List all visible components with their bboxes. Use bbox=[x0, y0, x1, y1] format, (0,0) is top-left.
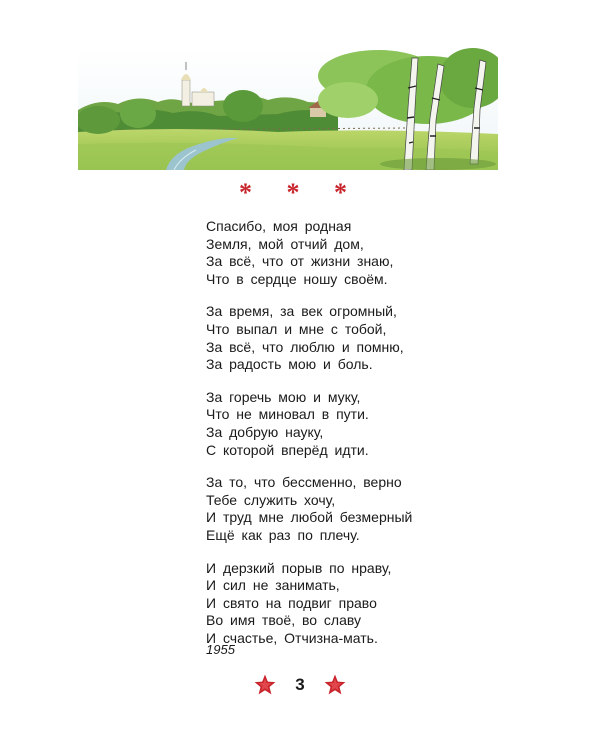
poem-line: С которой вперёд идти. bbox=[206, 441, 369, 458]
stanza bbox=[206, 560, 506, 648]
poem-year: 1955 bbox=[206, 642, 235, 657]
red-star-icon bbox=[253, 673, 277, 697]
poem-line: Спасибо, моя родная bbox=[206, 218, 352, 234]
poem-line: И труд мне любой безмерный bbox=[206, 509, 413, 526]
poem bbox=[206, 218, 506, 662]
poem-line: И сил не занимать, bbox=[206, 577, 340, 594]
poem-line: За горечь мою и муку, bbox=[206, 388, 361, 405]
poem-line: За радость мою и боль. bbox=[206, 356, 373, 373]
stanza bbox=[206, 389, 506, 459]
poem-line: И счастье, Отчизна-мать. bbox=[206, 629, 378, 646]
poem-line: Во имя твоё, во славу bbox=[206, 612, 362, 629]
stanza bbox=[206, 474, 506, 544]
poem-line: За всё, что люблю и помню, bbox=[206, 338, 404, 355]
poem-line: Что в сердце ношу своём. bbox=[206, 270, 388, 287]
poem-line: За время, за век огромный, bbox=[206, 303, 397, 320]
poem-line: Что выпал и мне с тобой, bbox=[206, 320, 387, 337]
poem-line: И свято на подвиг право bbox=[206, 594, 377, 611]
poem-line: Тебе служить хочу, bbox=[206, 491, 336, 508]
landscape-illustration bbox=[78, 48, 498, 170]
page-footer bbox=[0, 672, 600, 698]
poem-line: Земля, мой отчий дом, bbox=[206, 235, 364, 252]
stanza bbox=[206, 218, 506, 288]
poem-line: Что не миновал в пути. bbox=[206, 406, 369, 423]
section-asterisks: * * * bbox=[239, 178, 361, 207]
poem-line: Ещё как раз по плечу. bbox=[206, 526, 360, 543]
poem-line: За всё, что от жизни знаю, bbox=[206, 253, 394, 270]
poem-line: За то, что бессменно, верно bbox=[206, 474, 402, 491]
stanza bbox=[206, 303, 506, 373]
red-star-icon bbox=[323, 673, 347, 697]
page-number: 3 bbox=[295, 675, 305, 694]
poem-line: За добрую науку, bbox=[206, 423, 324, 440]
poem-line: И дерзкий порыв по нраву, bbox=[206, 559, 392, 576]
